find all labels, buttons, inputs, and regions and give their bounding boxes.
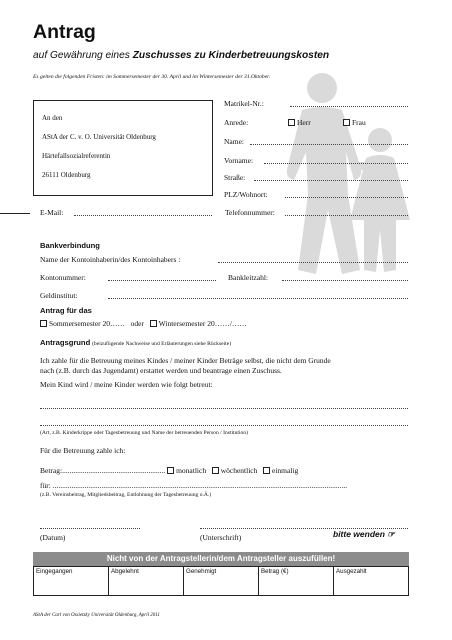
office-col: Genehmigt [184,567,259,595]
geldinstitut-field[interactable] [108,298,408,299]
name-field[interactable] [250,144,408,145]
matrikel-field[interactable] [290,106,408,107]
woechentlich-checkbox[interactable] [212,467,219,474]
frau-option[interactable]: Frau [343,118,366,127]
matrikel-label: Matrikel-Nr.: [224,99,264,108]
fuer-field[interactable]: für: ............................................................................................................................................................. [40,481,348,490]
herr-checkbox[interactable] [288,119,295,126]
office-banner: Nicht von der Antragstellerin/dem Antragsteller auszufüllen! [33,552,409,566]
telefon-field[interactable] [285,215,408,216]
sommer-checkbox[interactable] [40,320,47,327]
fuer-note: (z.B. Vereinsbeitrag, Mitgliedsbeitrag, Entlohnung der Tagesbetreuung o.Ä.) [40,492,212,498]
vorname-field[interactable] [264,163,408,164]
anrede-label: Anrede: [224,118,249,127]
art-note: (Art, z.B. Kinderkrippe oder Tagesbetreuung und Name der betreuenden Person / Institution) [40,430,248,436]
office-grid [33,566,409,596]
office-col: Betrag (€) [259,567,334,595]
page-title: Antrag [33,21,96,43]
plz-label: PLZ/Wohnort: [224,190,268,199]
strasse-label: Straße: [224,173,246,182]
grund-heading: Antragsgrund [40,338,91,347]
winter-label: Wintersemester 20……/…… [158,319,247,328]
parent-child-pictogram [250,70,450,280]
vorname-label: Vorname: [224,156,254,165]
antrag-heading: Antrag für das [40,306,92,315]
betrag-row [40,466,298,475]
name-label: Name: [224,137,244,146]
grund-para: nach (z.B. durch das Jugendamt) erstattet werden und beantrage einen Zuschuss. [40,366,282,375]
monatlich-label: monatlich [176,466,207,475]
unterschrift-label: (Unterschrift) [200,533,242,542]
bank-heading: Bankverbindung [40,241,100,250]
address-line: Härtefallsozialreferentin [42,152,111,160]
datum-label: (Datum) [40,533,66,542]
plz-field[interactable] [285,197,408,198]
herr-option[interactable]: Herr [288,118,311,127]
semester-row [40,319,247,328]
zahle-label: Für die Betreuung zahle ich: [40,446,126,455]
grund-para: Ich zahle für die Betreuung meines Kindes / meiner Kinder Beträge selbst, die nicht dem Grunde [40,356,331,365]
einmalig-label: einmalig [271,466,299,475]
footer-text: AStA der Carl von Ossietzky Universität Oldenburg, April 2011 [33,613,160,618]
email-label: E-Mail: [40,208,64,217]
address-line: 26111 Oldenburg [42,171,91,179]
oder-label: oder [130,319,144,328]
geldinstitut-label: Geldinstitut: [40,291,78,300]
telefon-label: Telefonnummer: [225,208,275,217]
bitte-wenden: bitte wenden ☞ [333,529,395,539]
woechentlich-label: wöchentlich [220,466,258,475]
bankleitzahl-label: Bankleitzahl: [228,273,268,282]
address-line: AStA der C. v. O. Universität Oldenburg [42,133,156,141]
office-col: Abgelehnt [109,567,184,595]
betreuung-label: Mein Kind wird / meine Kinder werden wie folgt betreut: [40,380,213,389]
fold-mark [0,213,30,214]
address-line: An den [42,114,63,122]
sommer-label: Sommersemester 20…… [49,319,126,328]
einmalig-checkbox[interactable] [263,467,270,474]
kontonummer-label: Kontonummer: [40,273,86,282]
inhaber-label: Name der Kontoinhaberin/des Kontoinhabers : [40,255,181,264]
betreuung-field-2[interactable] [40,425,408,426]
address-box [33,100,213,196]
email-field[interactable] [74,215,212,216]
winter-checkbox[interactable] [150,320,157,327]
bankleitzahl-field[interactable] [282,280,408,281]
deadline-note: Es gelten die folgenden Fristen: im Sommersemester der 30. April und im Wintersemester der 31.Oktober. [33,74,271,80]
strasse-field[interactable] [254,180,408,181]
office-col: Eingegangen [34,567,109,595]
frau-checkbox[interactable] [343,119,350,126]
grund-heading-row [40,338,231,347]
betreuung-field-1[interactable] [40,408,408,409]
kontonummer-field[interactable] [108,280,216,281]
monatlich-checkbox[interactable] [167,467,174,474]
betrag-field[interactable]: Betrag:....................................................... [40,466,166,475]
grund-note: (beizufügende Nachweise und Erläuterungen siehe Rückseite) [92,341,232,347]
inhaber-field[interactable] [218,262,408,263]
datum-field[interactable] [40,528,140,529]
office-col: Ausgezahlt [336,568,367,575]
page-subtitle: auf Gewährung eines Zuschusses zu Kinderbetreuungskosten [33,50,330,61]
